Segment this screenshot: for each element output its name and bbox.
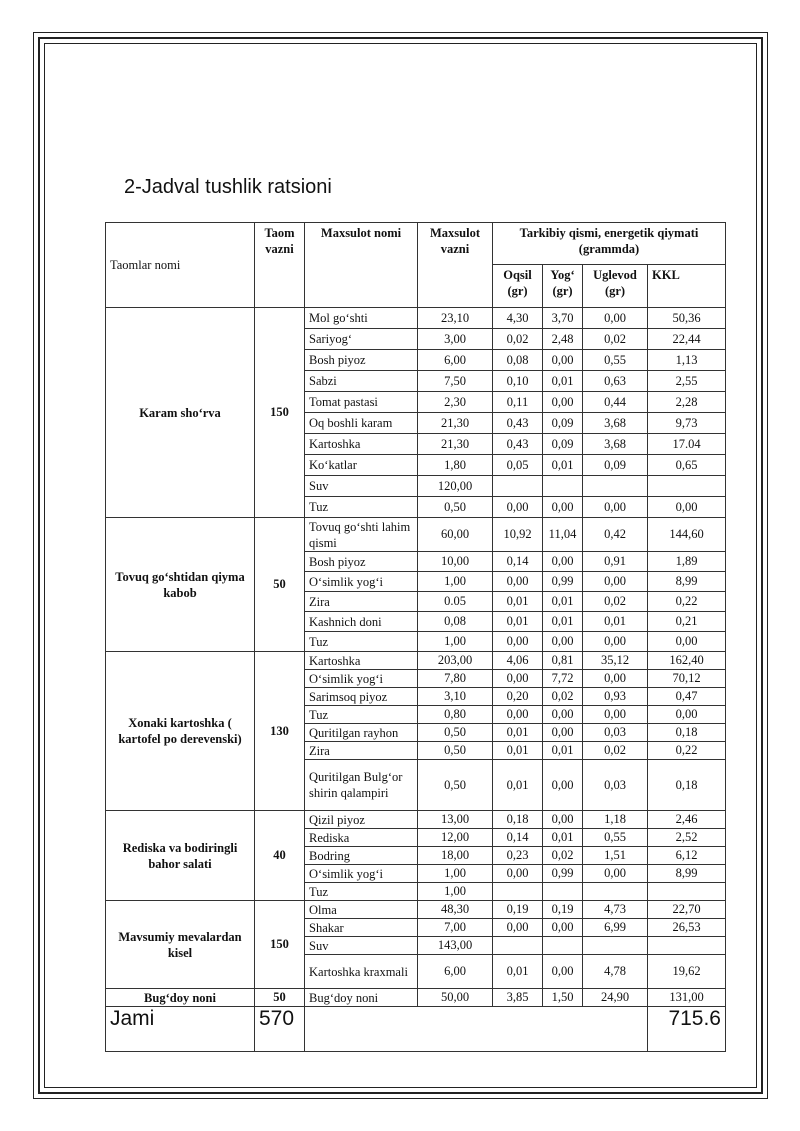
product-weight: 48,30: [418, 901, 493, 919]
total-kcal: 715.6: [648, 1007, 726, 1052]
header-protein: Oqsil (gr): [493, 265, 543, 308]
fat-value: 0,00: [543, 392, 583, 413]
fat-value: 0,00: [543, 497, 583, 518]
fat-value: 0,02: [543, 688, 583, 706]
product-name: Zira: [305, 592, 418, 612]
fat-value: 0,99: [543, 572, 583, 592]
product-weight: 18,00: [418, 847, 493, 865]
carbs-value: 35,12: [583, 652, 648, 670]
protein-value: 0,05: [493, 455, 543, 476]
product-name: Sariyog‘: [305, 329, 418, 350]
kcal-value: 0,47: [648, 688, 726, 706]
product-weight: 0,50: [418, 497, 493, 518]
carbs-value: [583, 937, 648, 955]
product-weight: 60,00: [418, 518, 493, 552]
product-weight: 1,00: [418, 883, 493, 901]
protein-value: 4,06: [493, 652, 543, 670]
fat-value: 2,48: [543, 329, 583, 350]
product-weight: 143,00: [418, 937, 493, 955]
header-dish-weight: Taom vazni: [255, 223, 305, 308]
fat-value: 0,00: [543, 350, 583, 371]
kcal-value: 70,12: [648, 670, 726, 688]
total-row: [106, 1007, 726, 1052]
product-name: Tomat pastasi: [305, 392, 418, 413]
total-weight: 570: [255, 1007, 305, 1052]
fat-value: 0,99: [543, 865, 583, 883]
protein-value: 0,01: [493, 955, 543, 989]
product-weight: 1,00: [418, 572, 493, 592]
dish-weight: 150: [255, 308, 305, 518]
kcal-value: 8,99: [648, 865, 726, 883]
kcal-value: [648, 476, 726, 497]
protein-value: 0,23: [493, 847, 543, 865]
kcal-value: 22,44: [648, 329, 726, 350]
product-name: Tuz: [305, 883, 418, 901]
kcal-value: [648, 937, 726, 955]
fat-value: 0,01: [543, 742, 583, 760]
fat-value: 0,81: [543, 652, 583, 670]
header-fat: Yog‘ (gr): [543, 265, 583, 308]
carbs-value: 0,02: [583, 592, 648, 612]
product-weight: 120,00: [418, 476, 493, 497]
protein-value: 0,00: [493, 497, 543, 518]
protein-value: 0,08: [493, 350, 543, 371]
protein-value: 0,00: [493, 670, 543, 688]
kcal-value: 0,65: [648, 455, 726, 476]
kcal-value: 9,73: [648, 413, 726, 434]
kcal-value: 162,40: [648, 652, 726, 670]
product-weight: 203,00: [418, 652, 493, 670]
product-name: Kartoshka: [305, 652, 418, 670]
carbs-value: [583, 883, 648, 901]
product-name: Tuz: [305, 632, 418, 652]
product-weight: 2,30: [418, 392, 493, 413]
protein-value: 0,20: [493, 688, 543, 706]
fat-value: 0,02: [543, 847, 583, 865]
carbs-value: 0,00: [583, 497, 648, 518]
product-weight: 1,80: [418, 455, 493, 476]
product-name: Sabzi: [305, 371, 418, 392]
kcal-value: 26,53: [648, 919, 726, 937]
fat-value: 0,19: [543, 901, 583, 919]
product-name: Olma: [305, 901, 418, 919]
product-weight: 3,00: [418, 329, 493, 350]
fat-value: 0,09: [543, 434, 583, 455]
protein-value: 0,01: [493, 724, 543, 742]
kcal-value: 17.04: [648, 434, 726, 455]
product-name: Bodring: [305, 847, 418, 865]
carbs-value: 0,02: [583, 329, 648, 350]
dish-weight: 150: [255, 901, 305, 989]
product-weight: 7,50: [418, 371, 493, 392]
fat-value: 0,01: [543, 829, 583, 847]
carbs-value: 0,93: [583, 688, 648, 706]
protein-value: 0,01: [493, 742, 543, 760]
fat-value: 0,09: [543, 413, 583, 434]
fat-value: 11,04: [543, 518, 583, 552]
protein-value: 0,14: [493, 552, 543, 572]
carbs-value: 0,03: [583, 724, 648, 742]
dish-name: Tovuq go‘shtidan qiyma kabob: [106, 518, 255, 652]
carbs-value: 4,73: [583, 901, 648, 919]
carbs-value: 3,68: [583, 413, 648, 434]
total-empty-cell: [305, 1007, 648, 1052]
product-name: Bosh piyoz: [305, 350, 418, 371]
product-weight: 7,00: [418, 919, 493, 937]
table-row: [106, 811, 726, 829]
protein-value: 0,43: [493, 413, 543, 434]
product-name: Oq boshli karam: [305, 413, 418, 434]
kcal-value: 0,18: [648, 760, 726, 811]
carbs-value: 0,00: [583, 706, 648, 724]
protein-value: 0,14: [493, 829, 543, 847]
product-weight: 0,50: [418, 742, 493, 760]
fat-value: 0,00: [543, 706, 583, 724]
fat-value: 0,01: [543, 455, 583, 476]
product-name: Quritilgan Bulg‘or shirin qalampiri: [305, 760, 418, 811]
product-weight: 10,00: [418, 552, 493, 572]
protein-value: 0,01: [493, 592, 543, 612]
product-name: O‘simlik yog‘i: [305, 572, 418, 592]
product-name: Suv: [305, 476, 418, 497]
product-name: Suv: [305, 937, 418, 955]
kcal-value: 0,22: [648, 592, 726, 612]
kcal-value: 131,00: [648, 989, 726, 1007]
header-product-weight: Maxsulot vazni: [418, 223, 493, 308]
protein-value: [493, 937, 543, 955]
product-weight: 23,10: [418, 308, 493, 329]
carbs-value: [583, 476, 648, 497]
fat-value: 3,70: [543, 308, 583, 329]
kcal-value: 0,21: [648, 612, 726, 632]
product-weight: 6,00: [418, 350, 493, 371]
table-row: [106, 308, 726, 329]
carbs-value: 0,00: [583, 308, 648, 329]
dish-name: Mavsumiy mevalardan kisel: [106, 901, 255, 989]
kcal-value: 19,62: [648, 955, 726, 989]
product-weight: 0,08: [418, 612, 493, 632]
fat-value: 0,00: [543, 955, 583, 989]
product-name: O‘simlik yog‘i: [305, 865, 418, 883]
fat-value: 7,72: [543, 670, 583, 688]
product-weight: 1,00: [418, 865, 493, 883]
dish-name: Xonaki kartoshka ( kartofel po derevenski): [106, 652, 255, 811]
fat-value: 0,00: [543, 811, 583, 829]
lunch-ration-table: [105, 222, 726, 1052]
product-name: Ko‘katlar: [305, 455, 418, 476]
header-product-name: Maxsulot nomi: [305, 223, 418, 308]
product-weight: 12,00: [418, 829, 493, 847]
product-name: Bosh piyoz: [305, 552, 418, 572]
product-weight: 0,50: [418, 724, 493, 742]
dish-name: Bug‘doy noni: [106, 989, 255, 1007]
carbs-value: 0,09: [583, 455, 648, 476]
kcal-value: 8,99: [648, 572, 726, 592]
product-weight: 7,80: [418, 670, 493, 688]
protein-value: 0,18: [493, 811, 543, 829]
kcal-value: 0,22: [648, 742, 726, 760]
header-kcal: KKL: [648, 265, 726, 308]
product-weight: 0.05: [418, 592, 493, 612]
product-name: Bug‘doy noni: [305, 989, 418, 1007]
carbs-value: 0,55: [583, 829, 648, 847]
kcal-value: 2,55: [648, 371, 726, 392]
product-name: Tuz: [305, 706, 418, 724]
carbs-value: 0,01: [583, 612, 648, 632]
fat-value: 0,00: [543, 724, 583, 742]
carbs-value: 0,91: [583, 552, 648, 572]
protein-value: 4,30: [493, 308, 543, 329]
fat-value: 0,00: [543, 760, 583, 811]
carbs-value: 0,44: [583, 392, 648, 413]
protein-value: 0,00: [493, 572, 543, 592]
product-weight: 0,80: [418, 706, 493, 724]
fat-value: 0,00: [543, 919, 583, 937]
dish-name: Rediska va bodiringli bahor salati: [106, 811, 255, 901]
kcal-value: 22,70: [648, 901, 726, 919]
header-dish-name: Taomlar nomi: [106, 223, 255, 308]
protein-value: 0,10: [493, 371, 543, 392]
product-name: Kartoshka: [305, 434, 418, 455]
header-carbs: Uglevod (gr): [583, 265, 648, 308]
kcal-value: 2,46: [648, 811, 726, 829]
product-name: Sarimsoq piyoz: [305, 688, 418, 706]
protein-value: 0,01: [493, 760, 543, 811]
fat-value: 0,01: [543, 612, 583, 632]
carbs-value: 1,51: [583, 847, 648, 865]
product-weight: 21,30: [418, 434, 493, 455]
product-name: Kashnich doni: [305, 612, 418, 632]
protein-value: 0,00: [493, 632, 543, 652]
product-weight: 21,30: [418, 413, 493, 434]
kcal-value: [648, 883, 726, 901]
kcal-value: 2,52: [648, 829, 726, 847]
product-name: Mol go‘shti: [305, 308, 418, 329]
kcal-value: 0,18: [648, 724, 726, 742]
product-weight: 13,00: [418, 811, 493, 829]
table-row: [106, 652, 726, 670]
fat-value: 0,01: [543, 371, 583, 392]
kcal-value: 50,36: [648, 308, 726, 329]
kcal-value: 0,00: [648, 706, 726, 724]
fat-value: [543, 883, 583, 901]
kcal-value: 1,13: [648, 350, 726, 371]
fat-value: 0,00: [543, 632, 583, 652]
protein-value: [493, 476, 543, 497]
carbs-value: 0,00: [583, 632, 648, 652]
carbs-value: 0,63: [583, 371, 648, 392]
protein-value: 0,02: [493, 329, 543, 350]
carbs-value: 3,68: [583, 434, 648, 455]
table-row: [106, 989, 726, 1007]
carbs-value: 0,55: [583, 350, 648, 371]
table-title: 2-Jadval tushlik ratsioni: [124, 176, 332, 198]
kcal-value: 2,28: [648, 392, 726, 413]
dish-name: Karam sho‘rva: [106, 308, 255, 518]
header-composition: Tarkibiy qismi, energetik qiymati (grammda): [493, 223, 726, 265]
protein-value: 10,92: [493, 518, 543, 552]
product-weight: 50,00: [418, 989, 493, 1007]
protein-value: 3,85: [493, 989, 543, 1007]
product-name: O‘simlik yog‘i: [305, 670, 418, 688]
carbs-value: 0,00: [583, 572, 648, 592]
dish-weight: 130: [255, 652, 305, 811]
carbs-value: 0,00: [583, 865, 648, 883]
product-name: Quritilgan rayhon: [305, 724, 418, 742]
fat-value: [543, 476, 583, 497]
kcal-value: 0,00: [648, 497, 726, 518]
dish-weight: 40: [255, 811, 305, 901]
carbs-value: 1,18: [583, 811, 648, 829]
protein-value: 0,00: [493, 865, 543, 883]
product-weight: 1,00: [418, 632, 493, 652]
protein-value: 0,43: [493, 434, 543, 455]
protein-value: 0,00: [493, 706, 543, 724]
carbs-value: 0,42: [583, 518, 648, 552]
carbs-value: 4,78: [583, 955, 648, 989]
protein-value: 0,01: [493, 612, 543, 632]
fat-value: 1,50: [543, 989, 583, 1007]
product-name: Shakar: [305, 919, 418, 937]
kcal-value: 0,00: [648, 632, 726, 652]
carbs-value: 24,90: [583, 989, 648, 1007]
product-name: Tuz: [305, 497, 418, 518]
kcal-value: 1,89: [648, 552, 726, 572]
carbs-value: 0,00: [583, 670, 648, 688]
kcal-value: 144,60: [648, 518, 726, 552]
product-weight: 6,00: [418, 955, 493, 989]
protein-value: 0,00: [493, 919, 543, 937]
product-weight: 0,50: [418, 760, 493, 811]
fat-value: 0,01: [543, 592, 583, 612]
product-weight: 3,10: [418, 688, 493, 706]
kcal-value: 6,12: [648, 847, 726, 865]
carbs-value: 6,99: [583, 919, 648, 937]
table-row: [106, 518, 726, 552]
protein-value: [493, 883, 543, 901]
product-name: Rediska: [305, 829, 418, 847]
carbs-value: 0,03: [583, 760, 648, 811]
product-name: Qizil piyoz: [305, 811, 418, 829]
total-label: Jami: [106, 1007, 255, 1052]
dish-weight: 50: [255, 518, 305, 652]
product-name: Kartoshka kraxmali: [305, 955, 418, 989]
table-row: [106, 901, 726, 919]
fat-value: 0,00: [543, 552, 583, 572]
carbs-value: 0,02: [583, 742, 648, 760]
product-name: Tovuq go‘shti lahim qismi: [305, 518, 418, 552]
protein-value: 0,11: [493, 392, 543, 413]
protein-value: 0,19: [493, 901, 543, 919]
dish-weight: 50: [255, 989, 305, 1007]
product-name: Zira: [305, 742, 418, 760]
fat-value: [543, 937, 583, 955]
